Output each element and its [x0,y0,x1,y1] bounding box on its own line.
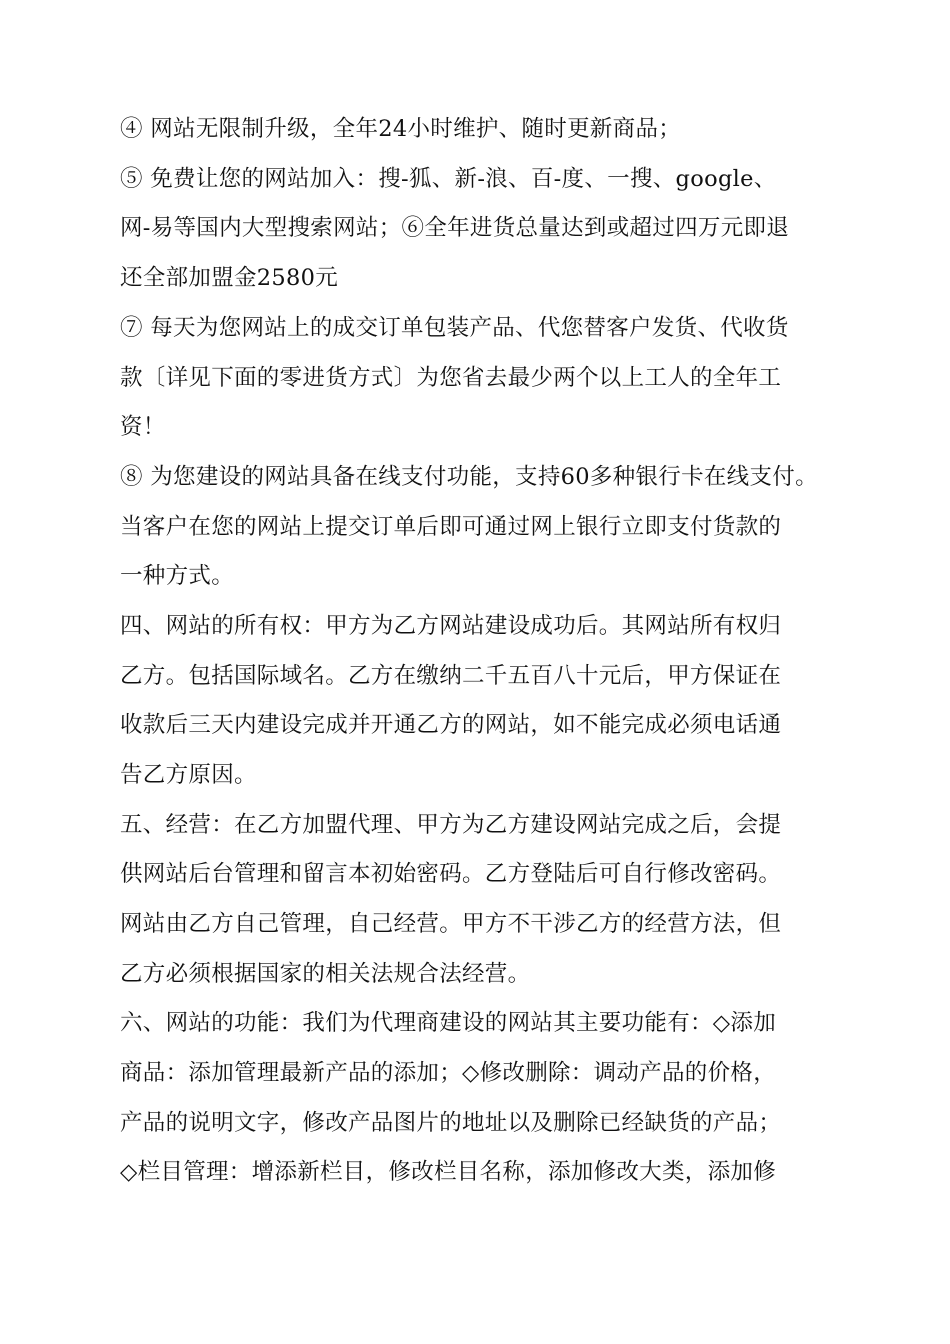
text-line: 六、网站的功能：我们为代理商建设的网站其主要功能有：◇添加 [120,1010,777,1036]
text-line: 四、网站的所有权：甲方为乙方网站建设成功后。其网站所有权归 [120,613,782,639]
text-line: ⑦ 每天为您网站上的成交订单包装产品、代您替客户发货、代收货 [120,315,789,341]
text-line: 乙方必须根据国家的相关法规合法经营。 [120,961,531,987]
text-line: 收款后三天内建设完成并开通乙方的网站，如不能完成必须电话通 [120,712,782,738]
text-line: ◇栏目管理：增添新栏目，修改栏目名称，添加修改大类，添加修 [120,1159,777,1185]
text-line: 告乙方原因。 [120,762,257,788]
text-line: 网站由乙方自己管理，自己经营。甲方不干涉乙方的经营方法，但 [120,911,782,937]
text-line: ⑧ 为您建设的网站具备在线支付功能，支持60多种银行卡在线支付。 [120,464,818,490]
text-line: 还全部加盟金2580元 [120,265,339,291]
text-line: 资！ [120,414,166,440]
text-line: 款〔详见下面的零进货方式〕为您省去最少两个以上工人的全年工 [120,365,782,391]
text-line: 网-易等国内大型搜索网站；⑥全年进货总量达到或超过四万元即退 [120,215,790,241]
text-line: 五、经营：在乙方加盟代理、甲方为乙方建设网站完成之后，会提 [120,812,782,838]
text-line: 乙方。包括国际域名。乙方在缴纳二千五百八十元后，甲方保证在 [120,663,782,689]
text-line: ④ 网站无限制升级，全年24小时维护、随时更新商品； [120,116,682,142]
text-line: 供网站后台管理和留言本初始密码。乙方登陆后可自行修改密码。 [120,861,782,887]
text-line: 产品的说明文字，修改产品图片的地址以及删除已经缺货的产品； [120,1110,782,1136]
text-line: 一种方式。 [120,563,235,589]
text-line: 商品：添加管理最新产品的添加；◇修改删除：调动产品的价格， [120,1060,777,1086]
text-line: ⑤ 免费让您的网站加入：搜-狐、新-浪、百-度、一搜、google、 [120,166,777,192]
text-line: 当客户在您的网站上提交订单后即可通过网上银行立即支付货款的 [120,514,782,540]
